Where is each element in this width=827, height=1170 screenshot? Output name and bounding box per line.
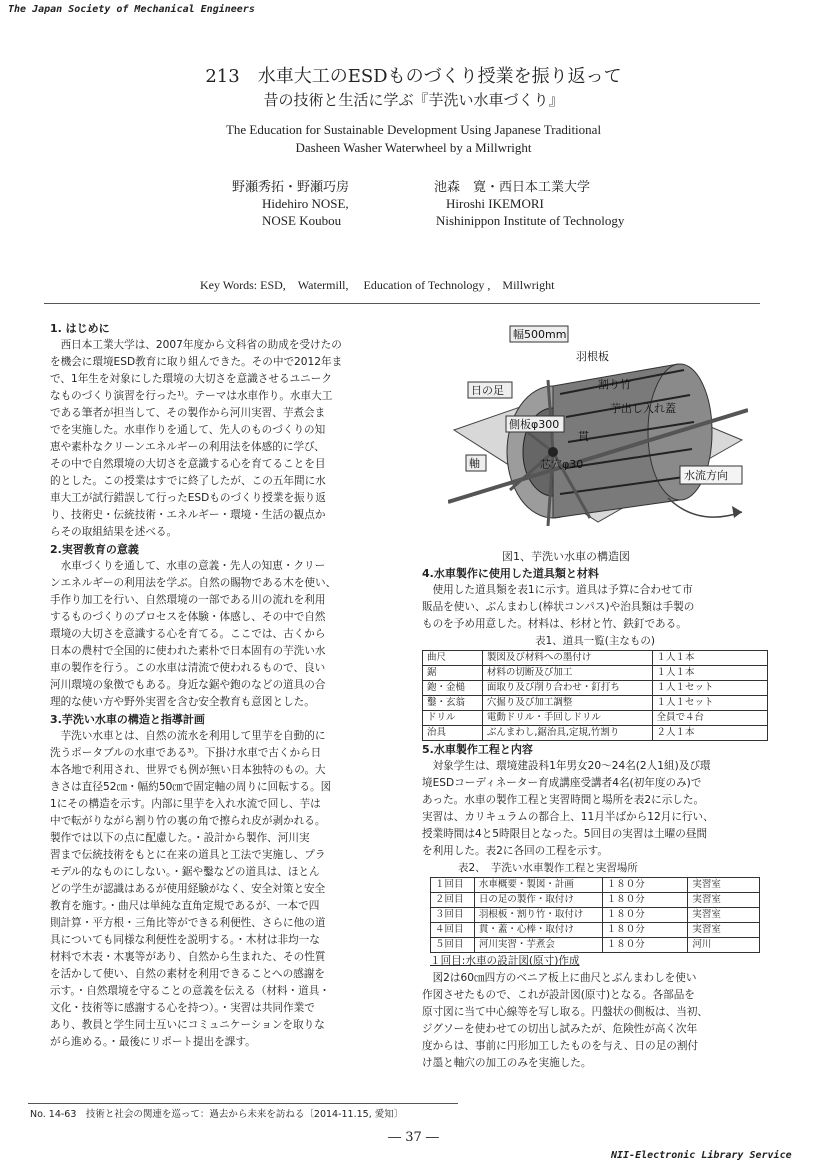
text-line: 作図させたもので、これが設計図(原寸)となる。各部品を	[422, 989, 695, 1001]
text-line: 水車づくりを通して、水車の意義・先人の知恵・クリー	[60, 560, 326, 572]
table-cell: ぶんまわし,鋸治具,定規,竹割り	[482, 726, 652, 741]
table-cell: 河川	[688, 938, 760, 953]
text-line: である筆者が担当して、その製作から河川実習、芋煮会ま	[50, 407, 326, 419]
text-line: 的とした。この授業はすでに終了したが、この五年間に水	[50, 475, 326, 487]
figure-1	[448, 322, 748, 547]
text-line: 境ESDコーディネーター育成講座受講者4名(初年度のみ)で	[422, 777, 702, 789]
table-cell: １人１セット	[652, 681, 767, 696]
section-5-subheading: １回目:水車の設計図(原寸)作成	[430, 955, 580, 967]
text-line: り、技術史・伝統技術・エネルギー・環境・生活の観点か	[50, 509, 326, 521]
text-line: あった。水車の製作工程と実習時間と場所を表2に示した。	[422, 794, 705, 806]
table-cell: １人１セット	[652, 696, 767, 711]
table-cell: 曲尺	[423, 651, 483, 666]
table-cell: １８０分	[602, 938, 688, 953]
table-cell: １８０分	[602, 908, 688, 923]
table-cell: 製図及び材料への墨付け	[482, 651, 652, 666]
society-header: The Japan Society of Mechanical Engineers	[8, 4, 255, 15]
text-line: 西日本工業大学は、2007年度から文科省の助成を受けたの	[60, 339, 342, 351]
section-4-body	[422, 582, 768, 633]
table-2-caption: 表2、 芋洗い水車製作工程と実習場所	[458, 862, 638, 874]
section-2-body	[50, 558, 392, 711]
table-cell: 実習室	[688, 908, 760, 923]
footer-note: No. 14-63 技術と社会の関連を巡って：過去から未来を訪ねる〔2014-11.15, 愛知〕	[30, 1109, 404, 1120]
tools-table	[422, 650, 768, 741]
label-core-hole: 芯穴φ30	[540, 458, 584, 471]
text-line: 示す。・自然環境を守ることの意義を伝える（材料・道具・	[50, 985, 330, 997]
table-cell: ３回目	[431, 908, 475, 923]
text-line: 度からは、事前に円形加工したものを与え、日の足の割付	[422, 1040, 699, 1052]
right-column	[422, 565, 768, 1072]
text-line: 実習は、カリキュラムの都合上、11月半ばから12月に行い、	[422, 811, 714, 823]
section-1-title: 1. はじめに	[50, 322, 110, 335]
text-line: 原寸図に当て中心線等を写し取る。円盤状の側板は、当初、	[422, 1006, 709, 1018]
text-line: その中で自然環境の大切さを意識する心を育てることを目	[50, 458, 326, 470]
table-cell: 日の足の製作・取付け	[474, 893, 602, 908]
table-cell: １８０分	[602, 878, 688, 893]
table-cell: 実習室	[688, 893, 760, 908]
text-line: なものづくり演習を行った¹⁾。テーマは水車作り。水車大工	[50, 390, 333, 402]
text-line: がら進める。・最後にリポート提出を課す。	[50, 1036, 256, 1048]
label-width: 幅500mm	[513, 328, 567, 341]
title-en-line1: The Education for Sustainable Development Using Japanese Traditional	[225, 122, 602, 137]
section-5-body-b	[422, 970, 768, 1072]
text-line: 河川環境の象徴でもある。身近な鋸や鉋のなどの道具の合	[50, 679, 326, 691]
text-line: 則計算・平方根・三角比等ができる利便性、さらに他の道	[50, 917, 326, 929]
text-line: を活かして使い、自然の素材を利用できることへの感謝を	[50, 968, 326, 980]
table-cell: 全員で４台	[652, 711, 767, 726]
text-line: するものづくりのプロセスを体験・体感し、その中で自然	[50, 611, 326, 623]
schedule-table-row	[431, 893, 760, 908]
core-hole	[548, 447, 558, 457]
tools-table-row	[423, 651, 768, 666]
text-line: 文化・技術等に感謝する心を持つ）。・実習は共同作業で	[50, 1002, 315, 1014]
text-line: け墨と軸穴の加工のみを実施した。	[422, 1057, 592, 1069]
table-cell: 実習室	[688, 923, 760, 938]
text-line: どの学生が認識はあるが使用経験がなく、安全対策と安全	[50, 883, 326, 895]
label-nuki: 貫	[578, 430, 589, 443]
text-line: ンエネルギーの利用法を学ぶ。自然の賜物である木を使い、	[50, 577, 337, 589]
table-cell: ２回目	[431, 893, 475, 908]
text-line: 中で転がりながら割り竹の裏の角で擦られ皮が剥かれる。	[50, 815, 326, 827]
flow-arrow	[668, 498, 742, 517]
label-side-plate: 側板φ300	[509, 418, 560, 431]
tools-table-row	[423, 681, 768, 696]
table-cell: 面取り及び削り合わせ・釘打ち	[482, 681, 652, 696]
text-line: 対象学生は、環境建設科1年男女20～24名(2人1組)及び環	[432, 760, 711, 772]
text-line: 使用した道具類を表1に示す。道具は予算に合わせて市	[432, 584, 693, 596]
text-line: 教育を施す。・曲尺は単純な直角定規であるが、一本で四	[50, 900, 320, 912]
text-line: 環境の大切さを意識する心を育てる。ここでは、古くから	[50, 628, 326, 640]
text-line: 1にその構造を示す。内部に里芋を入れ水流で回し、芋は	[50, 798, 321, 810]
author-right-en2: Nishinippon Institute of Technology	[436, 213, 625, 228]
table-cell: １８０分	[602, 923, 688, 938]
table-1-caption: 表1、道具一覧(主なもの)	[535, 635, 655, 647]
label-base: 日の足	[471, 384, 504, 397]
text-line: 車の製作を行う。この水車は清流で使われるもので、良い	[50, 662, 326, 674]
text-line: を機会に環境ESD教育に取り組んできた。その中で2012年ま	[50, 356, 343, 368]
table-cell: ドリル	[423, 711, 483, 726]
tools-table-row	[423, 726, 768, 741]
page-number: ― 37 ―	[388, 1130, 439, 1145]
section-2-title: 2.実習教育の意義	[50, 543, 139, 556]
table-cell: １人１本	[652, 651, 767, 666]
table-cell: ２人１本	[652, 726, 767, 741]
text-line: 芋洗い水車とは、自然の流水を利用して里芋を自動的に	[60, 730, 326, 742]
label-axle: 軸	[469, 457, 480, 470]
author-left-jp: 野瀬秀拓・野瀬巧房	[232, 179, 350, 194]
table-cell: 鑿・玄翁	[423, 696, 483, 711]
keywords: Key Words: ESD, Watermill, Education of Technology , Millwright	[200, 278, 555, 292]
tools-table-row	[423, 666, 768, 681]
label-flow: 水流方向	[684, 469, 728, 482]
table-cell: １８０分	[602, 893, 688, 908]
section-5-body-a	[422, 758, 768, 860]
author-right-jp: 池森 寛・西日本工業大学	[434, 179, 591, 194]
author-block-left	[232, 178, 349, 229]
left-column	[50, 320, 392, 1051]
section-5-title: 5.水車製作工程と内容	[422, 743, 533, 756]
label-split-bamboo: 割り竹	[598, 378, 631, 391]
table-cell: 水車概要・製図・計画	[474, 878, 602, 893]
schedule-table-row	[431, 923, 760, 938]
table-cell: 穴掘り及び加工調整	[482, 696, 652, 711]
title-jp-main: 213 水車大工のESDものづくり授業を振り返って	[205, 66, 622, 87]
text-line: 習まで伝統技術をもとに在来の道具と工法で実施し、プラ	[50, 849, 326, 861]
table-cell: 鉋・金槌	[423, 681, 483, 696]
label-lid: 芋出し入れ蓋	[610, 402, 676, 415]
author-right-en1: Hiroshi IKEMORI	[446, 196, 544, 211]
schedule-table-row	[431, 938, 760, 953]
author-block-right	[434, 178, 624, 229]
text-line: で、1年生を対象にした環境の大切さを意識させるユニーク	[50, 373, 332, 385]
label-blade: 羽根板	[576, 350, 609, 363]
table-cell: 鋸	[423, 666, 483, 681]
table-cell: ５回目	[431, 938, 475, 953]
text-line: 授業時間は4と5時限目となった。5回目の実習は土曜の昼間	[422, 828, 708, 840]
tools-table-row	[423, 711, 768, 726]
text-line: 理的な使い方や野外実習を含む安全教育も意図とした。	[50, 696, 315, 708]
table-cell: １回目	[431, 878, 475, 893]
text-line: 製作では以下の点に配慮した。・設計から製作、河川実	[50, 832, 310, 844]
footer-divider	[28, 1103, 458, 1104]
table-cell: 電動ドリル・手回しドリル	[482, 711, 652, 726]
text-line: 車大工が試行錯誤して行ったESDものづくり授業を振り返	[50, 492, 326, 504]
header-divider	[44, 303, 760, 304]
text-line: 洗うポータブルの水車である³⁾。下掛け水車で古くから日	[50, 747, 322, 759]
tools-table-row	[423, 696, 768, 711]
title-en-line2: Dasheen Washer Waterwheel by a Millwright	[295, 140, 532, 155]
author-left-en1: Hidehiro NOSE,	[262, 196, 349, 211]
title-jp-sub: 昔の技術と生活に学ぶ『芋洗い水車づくり』	[263, 91, 564, 109]
text-line: 具についても同様な利便性を説明する。・木材は非均一な	[50, 934, 320, 946]
text-line: 手作り加工を行い、自然環境の一部である川の流れを利用	[50, 594, 326, 606]
table-cell: 材料の切断及び加工	[482, 666, 652, 681]
table-cell: 羽根板・割り竹・取付け	[474, 908, 602, 923]
table-cell: １人１本	[652, 666, 767, 681]
schedule-table	[430, 877, 760, 953]
table-cell: 実習室	[688, 878, 760, 893]
table-cell: 河川実習・芋煮会	[474, 938, 602, 953]
author-left-en2: NOSE Koubou	[262, 213, 342, 228]
text-line: 恵や素朴なクリーンエネルギーの利用法を体感的に学び、	[50, 441, 325, 453]
text-line: 図2は60㎝四方のベニア板上に曲尺とぶんまわしを使い	[432, 972, 697, 984]
schedule-table-row	[431, 908, 760, 923]
text-line: モデル的なものにしない。・鋸や鑿などの道具は、ほとん	[50, 866, 320, 878]
text-line: ジグソーを使わせての切出し試みたが、危険性が高く次年	[422, 1023, 698, 1035]
section-4-title: 4.水車製作に使用した道具類と材料	[422, 567, 599, 580]
section-3-body	[50, 728, 392, 1051]
text-line: あり、教員と学生同士互いにコミュニケーションを取りな	[50, 1019, 325, 1031]
text-line: 本各地で利用され、世界でも例が無い日本独特のもの。大	[50, 764, 326, 776]
text-line: 日本の農村で全国的に使われた素朴で日本固有の芋洗い水	[50, 645, 326, 657]
figure-1-caption: 図1、芋洗い水車の構造図	[502, 550, 630, 563]
text-line: ものを予め用意した。材料は、杉材と竹、鉄釘である。	[422, 618, 687, 630]
flow-arrowhead	[732, 506, 742, 518]
text-line: でを実施した。水車作りを通して、先人のものづくりの知	[50, 424, 326, 436]
text-line: を利用した。表2に各回の工程を示す。	[422, 845, 608, 857]
table-cell: ４回目	[431, 923, 475, 938]
section-1-body	[50, 337, 392, 541]
text-line: らその取組結果を述べる。	[50, 526, 178, 538]
service-footer: NII-Electronic Library Service	[611, 1150, 792, 1161]
table-cell: 貫・蓋・心棒・取付け	[474, 923, 602, 938]
text-line: きさは直径52㎝・幅約50㎝で固定軸の周りに回転する。図	[50, 781, 332, 793]
text-line: 販品を使い、ぶんまわし(棒状コンパス)や治具類は手製の	[422, 601, 695, 613]
waterwheel-diagram	[448, 322, 748, 547]
table-cell: 治具	[423, 726, 483, 741]
schedule-table-row	[431, 878, 760, 893]
text-line: 材料で木表・木裏等があり、自然から生まれた、その性質	[50, 951, 326, 963]
section-3-title: 3.芋洗い水車の構造と指導計画	[50, 713, 205, 726]
